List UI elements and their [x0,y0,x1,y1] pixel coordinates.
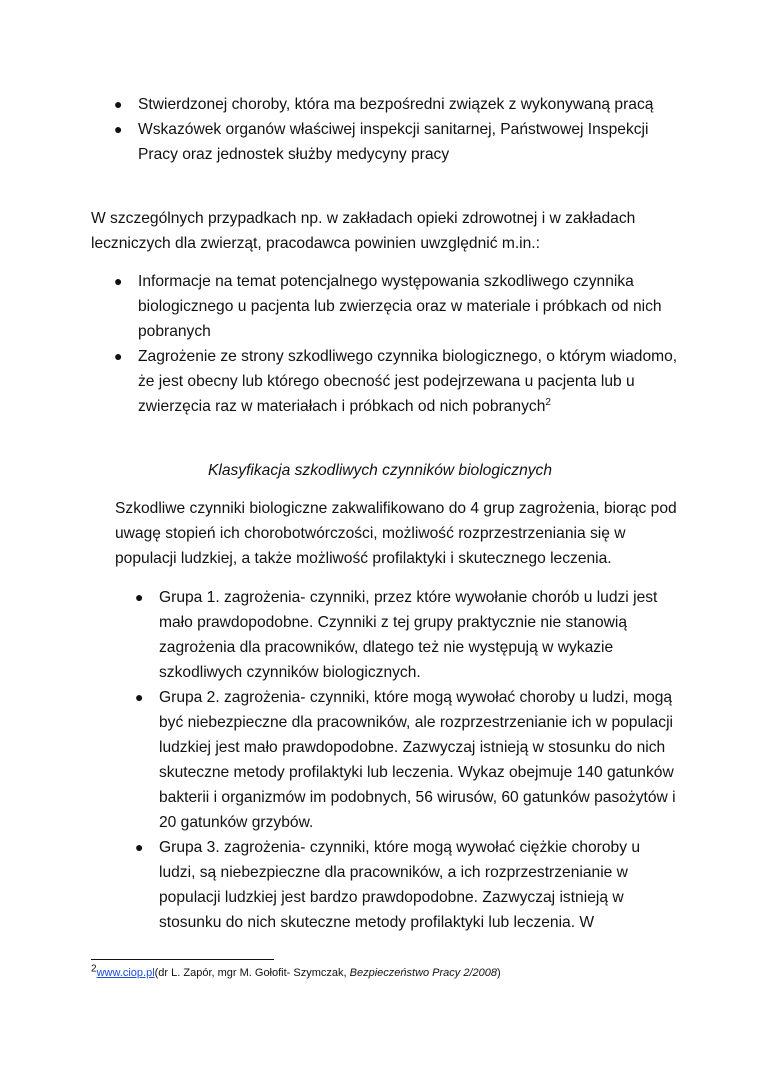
bullet-icon: ● [114,273,123,289]
bullet-icon: ● [114,96,123,112]
list-item-text: Informacje na temat potencjalnego występowania szkodliwego czynnika biologicznego u pacjenta lub zwierzęcia oraz w materiale i próbkach od nich pobranych [138,273,662,340]
footnote-close: ) [497,967,501,979]
paragraph: Szkodliwe czynniki biologiczne zakwalifikowano do 4 grup zagrożenia, biorąc pod uwagę stopień ich chorobotwórczości, możliwość rozprzestrzeniania się w populacji ludzkiej, a także możliwość profilaktyki i skutecznego leczenia. [115,500,677,567]
footnote-source: Bezpieczeństwo Pracy 2/2008 [349,967,498,979]
list-item [114,269,678,344]
list-item [114,344,678,419]
list-item-text: Grupa 1. zagrożenia- czynniki, przez które wywołanie chorób u ludzi jest mało prawdopodobne. Czynniki z tej grupy praktycznie nie stanowią zagrożenia dla pracowników, dlatego też nie występują w wykazie szkodliwych czynników biologicznych. [159,589,658,681]
list-item [135,585,679,685]
footnote-link[interactable]: www.ciop.pl [96,967,155,979]
bullet-list-2 [114,269,678,419]
bullet-icon: ● [135,589,144,605]
list-item [135,685,679,835]
list-item-text: Zagrożenie ze strony szkodliwego czynnika biologicznego, o którym wiadomo, że jest obecny lub którego obecność jest podejrzewana u pacjenta lub u zwierzęcia raz w materiałach i próbkach od nich pobranych [138,348,678,415]
list-item [114,92,678,117]
footnote-text: (dr L. Zapór, mgr M. Gołofit- Szymczak, [154,967,350,979]
footnote-divider [91,959,274,960]
bullet-list-3 [135,585,679,935]
bullet-icon: ● [135,839,144,855]
footnote-ref[interactable]: 2 [545,396,551,408]
section-heading: Klasyfikacja szkodliwych czynników biologicznych [207,462,553,479]
list-item-text: Wskazówek organów właściwej inspekcji sanitarnej, Państwowej Inspekcji Pracy oraz jednostek służby medycyny pracy [138,121,649,163]
footnote [91,963,501,980]
list-item-text: Grupa 3. zagrożenia- czynniki, które mogą wywołać ciężkie choroby u ludzi, są niebezpieczne dla pracowników, a ich rozprzestrzenianie w populacji ludzkiej jest bardzo prawdopodobne. Zazwyczaj istnieją w stosunku do nich skuteczne metody profilaktyki lub leczenia. W [159,839,641,931]
footnote-number: 2 [91,963,97,975]
bullet-icon: ● [135,689,144,705]
list-item [114,117,678,167]
bullet-icon: ● [114,348,123,364]
paragraph: W szczególnych przypadkach np. w zakładach opieki zdrowotnej i w zakładach leczniczych dla zwierząt, pracodawca powinien uwzględnić m.in.: [91,210,636,252]
list-item-text: Grupa 2. zagrożenia- czynniki, które mogą wywołać choroby u ludzi, mogą być niebezpieczne dla pracowników, ale rozprzestrzenianie ich w populacji ludzkiej jest mało prawdopodobne. Zazwyczaj istnieją w stosunku do nich skuteczne metody profilaktyki lub leczenia. Wykaz obejmuje 140 gatunków bakterii i organizmów im podobnych, 56 wirusów, 60 gatunków pasożytów i 20 gatunków grzybów. [159,689,676,831]
list-item-text: Stwierdzonej choroby, która ma bezpośredni związek z wykonywaną pracą [138,96,654,113]
list-item [135,835,679,935]
bullet-list-1 [114,92,678,167]
bullet-icon: ● [114,121,123,137]
